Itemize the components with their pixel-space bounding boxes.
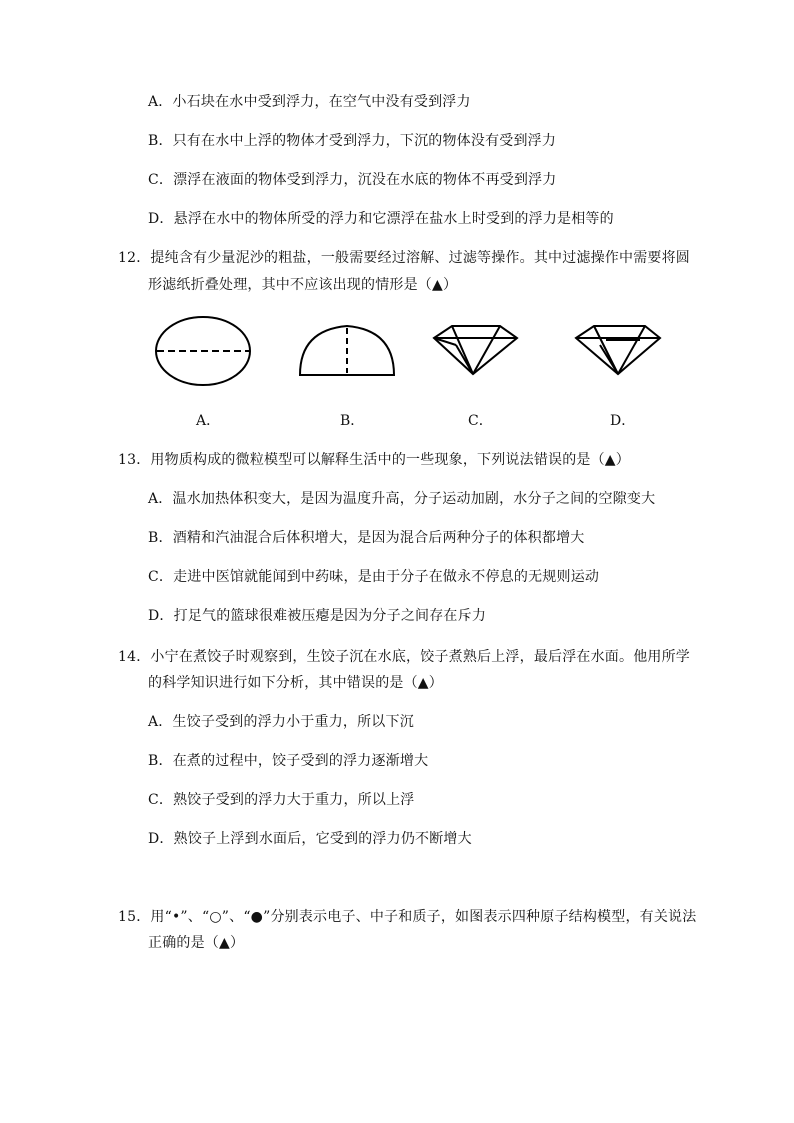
- q15-stem-line1: 15．用“•”、“○”、“●”分别表示电子、中子和质子，如图表示四种原子结构模型，有关说法: [118, 909, 697, 925]
- q13-option-d: D．打足气的篮球很难被压瘪是因为分子之间存在斥力: [148, 608, 487, 624]
- q11-option-b: B．只有在水中上浮的物体才受到浮力，下沉的物体没有受到浮力: [148, 133, 557, 149]
- q14-option-c: C．熟饺子受到的浮力大于重力，所以上浮: [148, 792, 415, 808]
- q13-option-b: B．酒精和汽油混合后体积增大，是因为混合后两种分子的体积都增大: [148, 530, 585, 546]
- q14-option-d: D．熟饺子上浮到水面后，它受到的浮力仍不断增大: [148, 831, 472, 847]
- q14-stem-line1: 14．小宁在煮饺子时观察到，生饺子沉在水底，饺子煮熟后上浮，最后浮在水面。他用所学: [118, 649, 691, 665]
- filter-paper-figures: [0, 0, 794, 420]
- figure-label-a: A．: [196, 413, 221, 429]
- q11-option-a: A．小石块在水中受到浮力，在空气中没有受到浮力: [148, 94, 471, 110]
- q14-stem-line2: 的科学知识进行如下分析，其中错误的是（▲）: [148, 675, 443, 691]
- figure-label-b: B．: [340, 413, 365, 429]
- figure-a-circle: [156, 317, 250, 385]
- figure-d-cone: [576, 326, 660, 374]
- q14-option-b: B．在煮的过程中，饺子受到的浮力逐渐增大: [148, 753, 429, 769]
- figure-label-c: C．: [468, 413, 493, 429]
- q15-stem-line2: 正确的是（▲）: [148, 935, 245, 951]
- figure-c-cone: [434, 326, 517, 374]
- q13-stem: 13．用物质构成的微粒模型可以解释生活中的一些现象，下列说法错误的是（▲）: [118, 452, 630, 468]
- q11-option-d: D．悬浮在水中的物体所受的浮力和它漂浮在盐水上时受到的浮力是相等的: [148, 211, 614, 227]
- figure-b-semicircle: [300, 326, 394, 375]
- figure-label-d: D．: [610, 413, 636, 429]
- q12-stem-line2: 形滤纸折叠处理，其中不应该出现的情形是（▲）: [148, 277, 458, 293]
- q12-stem-line1: 12．提纯含有少量泥沙的粗盐，一般需要经过溶解、过滤等操作。其中过滤操作中需要将圆: [118, 250, 691, 266]
- q13-option-c: C．走进中医馆就能闻到中药味，是由于分子在做永不停息的无规则运动: [148, 569, 600, 585]
- q14-option-a: A．生饺子受到的浮力小于重力，所以下沉: [148, 714, 414, 730]
- q13-option-a: A．温水加热体积变大，是因为温度升高，分子运动加剧，水分子之间的空隙变大: [148, 491, 656, 507]
- q11-option-c: C．漂浮在液面的物体受到浮力，沉没在水底的物体不再受到浮力: [148, 172, 557, 188]
